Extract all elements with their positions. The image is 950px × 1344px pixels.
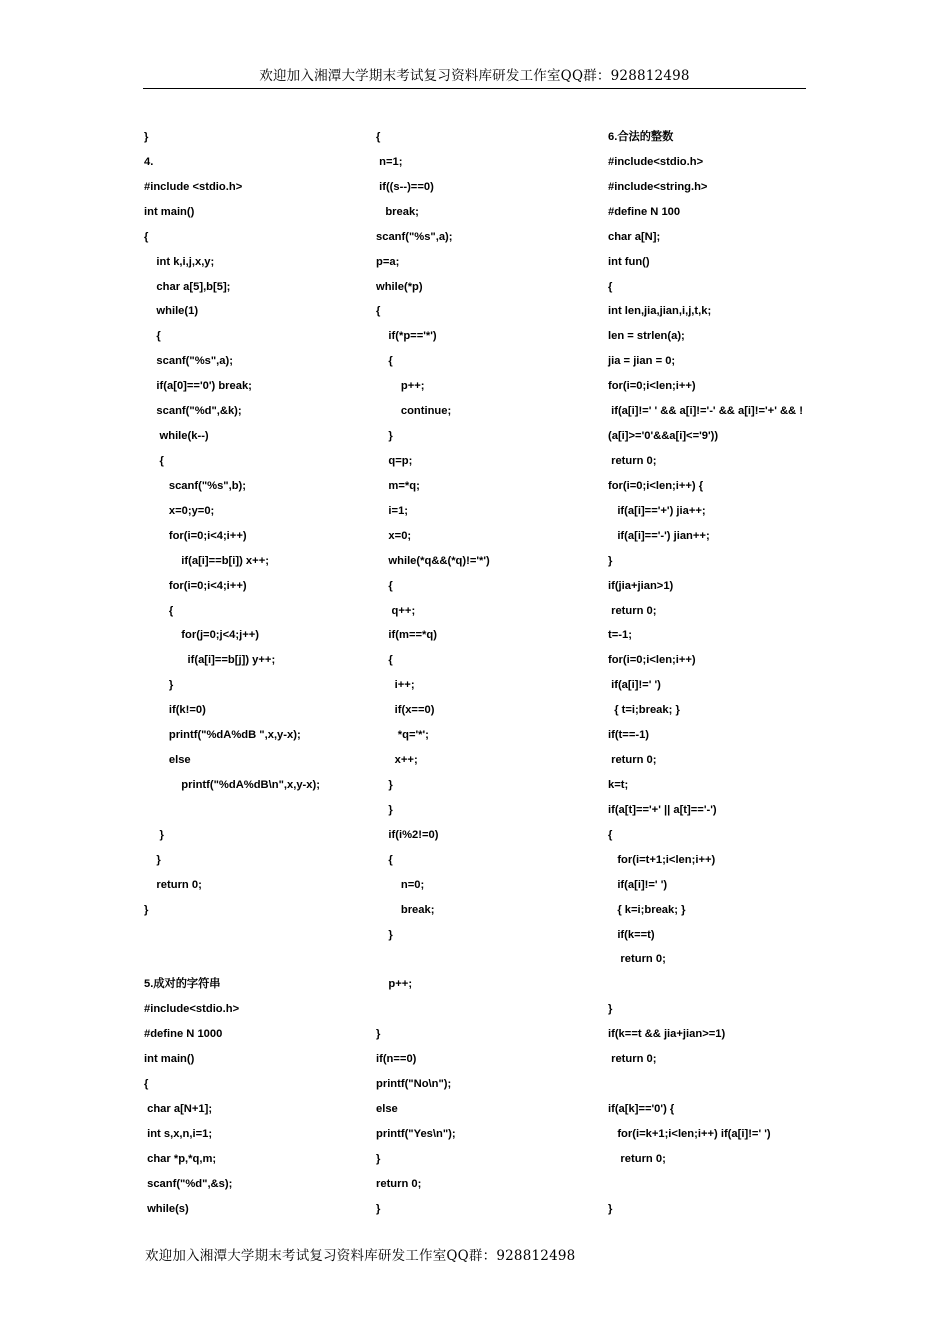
code-line: #include <stdio.h> <box>144 180 243 193</box>
code-line: } <box>608 1202 613 1215</box>
code-line: break; <box>376 903 435 916</box>
code-line: scanf("%d",&s); <box>144 1177 233 1190</box>
code-line: 5.成对的字符串 <box>144 978 221 991</box>
code-line: if(m==*q) <box>376 629 437 642</box>
code-line: #include<stdio.h> <box>608 155 704 168</box>
code-line: { t=i;break; } <box>608 704 680 717</box>
code-line: { <box>144 454 164 467</box>
code-line: } <box>144 131 149 143</box>
code-line: { <box>144 1078 149 1091</box>
code-line: return 0; <box>144 878 202 891</box>
code-line: for(j=0;j<4;j++) <box>144 629 260 642</box>
code-line: for(i=0;i<4;i++) <box>144 529 247 542</box>
code-line: printf("%dA%dB\n",x,y-x); <box>144 778 320 791</box>
code-line: if(t==-1) <box>608 729 650 742</box>
code-line: k=t; <box>608 778 629 791</box>
code-line: if(a[i]!=' ') <box>608 679 661 692</box>
code-line: jia = jian = 0; <box>608 355 676 368</box>
code-column-left <box>144 127 384 1224</box>
code-line: } <box>608 1003 613 1016</box>
code-line: { k=i;break; } <box>608 903 686 916</box>
page-footer: 欢迎加入湘潭大学期末考试复习资料库研发工作室QQ群：928812498 <box>145 1248 576 1264</box>
code-line: while(*p) <box>376 280 423 293</box>
code-line: } <box>376 1028 381 1041</box>
code-line: } <box>376 1202 381 1215</box>
code-line: return 0; <box>608 754 657 767</box>
code-line: *q='*'; <box>376 729 429 742</box>
code-line <box>144 925 384 950</box>
code-line: char a[N+1]; <box>144 1102 213 1115</box>
code-line: if(i%2!=0) <box>376 828 439 841</box>
code-line: if((s--)==0) <box>376 180 434 193</box>
code-line: printf("Yes\n"); <box>376 1127 456 1140</box>
code-line <box>608 974 813 999</box>
code-line: { <box>376 654 393 667</box>
code-line: while(*q&&(*q)!='*') <box>376 554 490 567</box>
code-line: } <box>144 828 164 841</box>
code-line: char a[5],b[5]; <box>144 280 231 293</box>
code-line: #include<string.h> <box>608 180 708 193</box>
code-line: int s,x,n,i=1; <box>144 1127 213 1140</box>
code-line: #define N 100 <box>608 205 681 218</box>
code-line: if(n==0) <box>376 1053 417 1066</box>
code-line: x=0;y=0; <box>144 504 215 517</box>
code-line: for(i=t+1;i<len;i++) <box>608 853 716 866</box>
code-line: x++; <box>376 754 418 767</box>
code-line: for(i=0;i<len;i++) <box>608 380 696 393</box>
code-line: } <box>376 430 393 443</box>
code-line: (a[i]>='0'&&a[i]<='9')) <box>608 430 719 443</box>
code-column-right <box>608 127 813 1224</box>
code-line: for(i=0;i<len;i++) { <box>608 479 704 492</box>
code-line: while(k--) <box>144 430 209 443</box>
code-line: 4. <box>144 155 154 168</box>
code-line: char *p,*q,m; <box>144 1152 217 1165</box>
code-line: char a[N]; <box>608 230 661 243</box>
code-line: int main() <box>144 205 195 218</box>
code-line: #include<stdio.h> <box>144 1003 240 1016</box>
code-line: if(*p=='*') <box>376 330 437 343</box>
code-line: } <box>608 554 613 567</box>
code-line: return 0; <box>608 1152 666 1165</box>
code-line: i++; <box>376 679 415 692</box>
code-line: m=*q; <box>376 479 420 492</box>
code-line: n=0; <box>376 878 425 891</box>
code-line: int k,i,j,x,y; <box>144 255 215 268</box>
code-line: i=1; <box>376 504 409 517</box>
code-line: if(a[k]=='0') { <box>608 1102 675 1115</box>
code-line: } <box>144 853 161 866</box>
code-line: if(a[i]!=' ' && a[i]!='-' && a[i]!='+' && ! <box>608 405 803 418</box>
code-line: p++; <box>376 978 413 991</box>
code-line: if(x==0) <box>376 704 435 717</box>
code-line: 6.合法的整数 <box>608 131 674 143</box>
code-line: if(a[i]!=' ') <box>608 878 668 891</box>
code-line: if(a[i]=='+') jia++; <box>608 504 706 517</box>
code-line: } <box>376 1152 381 1165</box>
code-line: for(i=k+1;i<len;i++) if(a[i]!=' ') <box>608 1127 771 1140</box>
page-header: 欢迎加入湘潭大学期末考试复习资料库研发工作室QQ群：928812498 <box>143 66 806 89</box>
code-line: int fun() <box>608 255 650 268</box>
code-line: return 0; <box>608 953 666 966</box>
code-line: break; <box>376 205 419 218</box>
code-line: { <box>376 853 393 866</box>
code-line: continue; <box>376 405 452 418</box>
code-line: { <box>376 131 381 143</box>
code-line <box>144 800 384 825</box>
code-line: p++; <box>376 380 425 393</box>
code-line: { <box>376 355 393 368</box>
code-line: if(a[t]=='+' || a[t]=='-') <box>608 803 717 816</box>
code-line: } <box>376 803 393 816</box>
code-line <box>376 999 616 1024</box>
code-line: } <box>144 903 149 916</box>
code-line: else <box>376 1102 398 1115</box>
code-line: { <box>144 230 149 243</box>
code-line: if(k==t) <box>608 928 655 941</box>
code-line: if(k==t && jia+jian>=1) <box>608 1028 726 1041</box>
code-line <box>144 949 384 974</box>
code-line: if(jia+jian>1) <box>608 579 674 592</box>
code-line: return 0; <box>608 1053 657 1066</box>
code-line: q=p; <box>376 454 413 467</box>
code-line: printf("%dA%dB ",x,y-x); <box>144 729 301 742</box>
code-line: { <box>608 828 613 841</box>
code-line: if(a[i]==b[j]) y++; <box>144 654 276 667</box>
code-line: printf("No\n"); <box>376 1078 452 1091</box>
code-line: return 0; <box>608 604 657 617</box>
code-line: return 0; <box>376 1177 422 1190</box>
code-line: len = strlen(a); <box>608 330 685 343</box>
code-line: { <box>376 305 381 318</box>
code-line: if(k!=0) <box>144 704 206 717</box>
code-line: scanf("%d",&k); <box>144 405 242 418</box>
code-line: { <box>376 579 393 592</box>
code-line: if(a[i]=='-') jian++; <box>608 529 710 542</box>
code-line: scanf("%s",a); <box>376 230 453 243</box>
code-line <box>608 1174 813 1199</box>
code-line: { <box>144 604 174 617</box>
code-line: x=0; <box>376 529 412 542</box>
code-line: for(i=0;i<len;i++) <box>608 654 696 667</box>
code-line: t=-1; <box>608 629 632 642</box>
code-line: { <box>144 330 161 343</box>
code-line: q++; <box>376 604 416 617</box>
code-line: return 0; <box>608 454 657 467</box>
code-line: p=a; <box>376 255 400 268</box>
code-line <box>608 1074 813 1099</box>
code-line: while(s) <box>144 1202 189 1215</box>
code-line: } <box>376 778 393 791</box>
code-line: } <box>376 928 393 941</box>
code-line: } <box>144 679 174 692</box>
code-line: n=1; <box>376 155 403 168</box>
code-line: while(1) <box>144 305 199 318</box>
code-line: if(a[0]=='0') break; <box>144 380 252 393</box>
code-line: scanf("%s",a); <box>144 355 233 368</box>
code-line: { <box>608 280 613 293</box>
code-line <box>376 949 616 974</box>
code-line: int len,jia,jian,i,j,t,k; <box>608 305 712 318</box>
code-column-middle <box>376 127 616 1224</box>
code-line: else <box>144 754 191 767</box>
code-line: #define N 1000 <box>144 1028 223 1041</box>
code-line: scanf("%s",b); <box>144 479 246 492</box>
code-line: for(i=0;i<4;i++) <box>144 579 247 592</box>
code-line: int main() <box>144 1053 195 1066</box>
code-line: if(a[i]==b[i]) x++; <box>144 554 269 567</box>
